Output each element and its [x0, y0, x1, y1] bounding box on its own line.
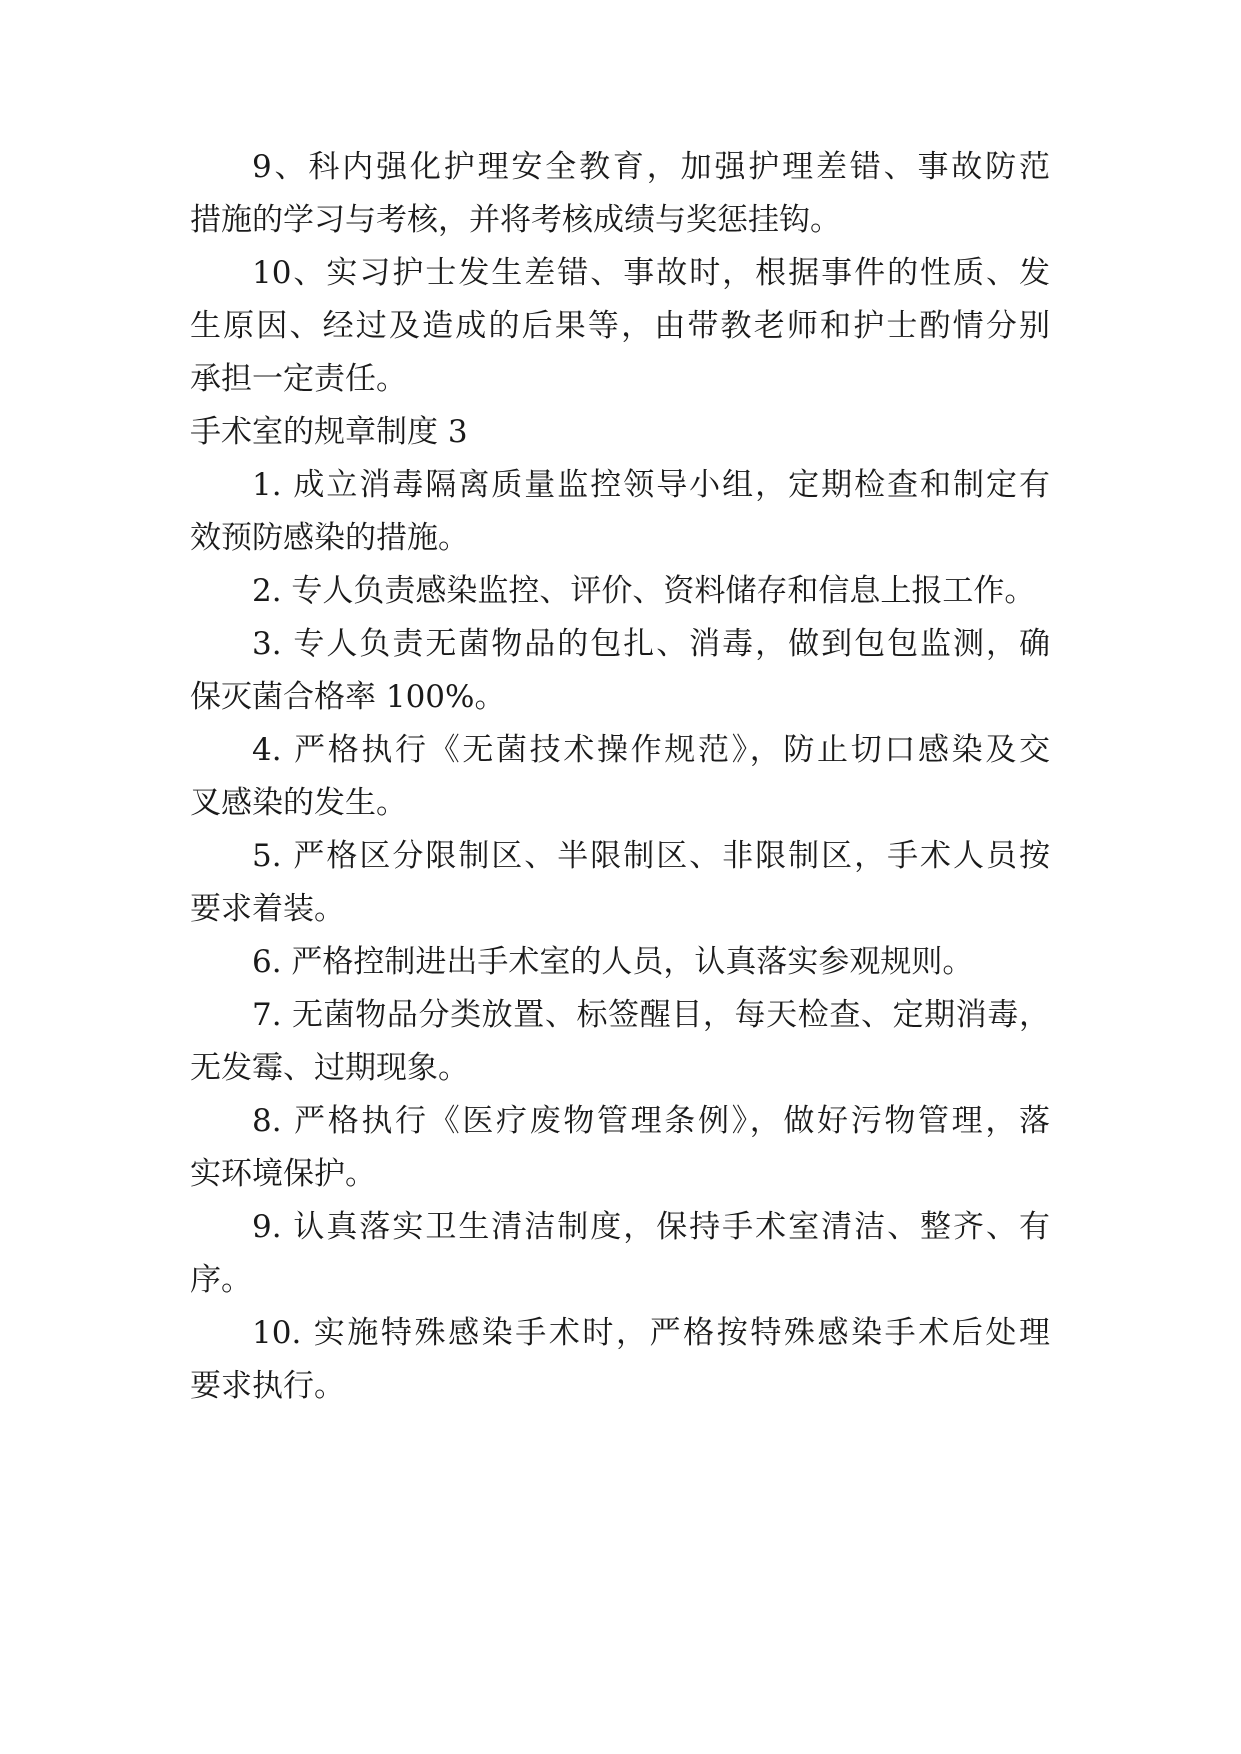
text-line: 承担一定责任。	[190, 361, 407, 397]
text-line: 4. 严格执行《无菌技术操作规范》，防止切口感染及交	[252, 732, 1050, 768]
text-line: 5. 严格区分限制区、半限制区、非限制区，手术人员按	[252, 838, 1050, 874]
text-line: 8. 严格执行《医疗废物管理条例》，做好污物管理，落	[252, 1103, 1050, 1139]
text-line: 6. 严格控制进出手术室的人员，认真落实参观规则。	[252, 944, 974, 980]
text-line: 10、实习护士发生差错、事故时，根据事件的性质、发	[252, 255, 1050, 291]
section-heading: 手术室的规章制度 3	[190, 414, 468, 450]
text-line: 序。	[190, 1262, 252, 1298]
text-line: 保灭菌合格率 100%。	[190, 679, 506, 715]
text-line: 叉感染的发生。	[190, 785, 407, 821]
text-line: 效预防感染的措施。	[190, 520, 469, 556]
text-line: 3. 专人负责无菌物品的包扎、消毒，做到包包监测，确	[252, 626, 1050, 662]
text-line: 7. 无菌物品分类放置、标签醒目，每天检查、定期消毒，	[252, 997, 1050, 1033]
text-line: 实环境保护。	[190, 1156, 376, 1192]
text-line: 2. 专人负责感染监控、评价、资料储存和信息上报工作。	[252, 573, 1036, 609]
text-line: 10. 实施特殊感染手术时，严格按特殊感染手术后处理	[252, 1315, 1050, 1351]
text-line: 无发霉、过期现象。	[190, 1050, 469, 1086]
text-line: 要求执行。	[190, 1368, 345, 1404]
text-line: 生原因、经过及造成的后果等，由带教老师和护士酌情分别	[190, 308, 1050, 344]
text-line: 1. 成立消毒隔离质量监控领导小组，定期检查和制定有	[252, 467, 1050, 503]
text-line: 9、科内强化护理安全教育，加强护理差错、事故防范	[252, 149, 1050, 185]
text-line: 9. 认真落实卫生清洁制度，保持手术室清洁、整齐、有	[252, 1209, 1050, 1245]
text-line: 措施的学习与考核，并将考核成绩与奖惩挂钩。	[190, 202, 841, 238]
text-line: 要求着装。	[190, 891, 345, 927]
